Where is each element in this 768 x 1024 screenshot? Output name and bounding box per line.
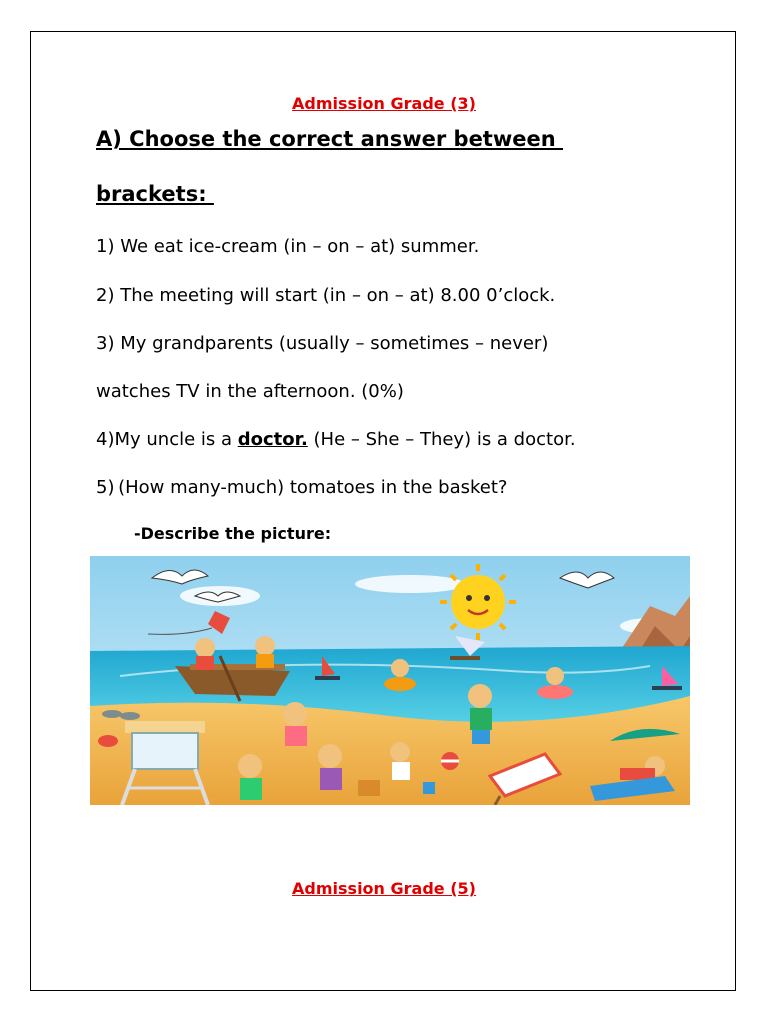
question-3-line-2: watches TV in the afternoon. (0%) xyxy=(96,381,404,402)
page-border xyxy=(30,31,736,991)
question-3-line-1: 3) My grandparents (usually – sometimes – never) xyxy=(96,333,549,354)
sandcastle xyxy=(358,780,380,796)
question-4-prefix: 4)My uncle is a xyxy=(96,429,238,450)
section-heading-line-1: A) Choose the correct answer between xyxy=(96,127,563,151)
section-heading-line-2: brackets: xyxy=(96,182,214,206)
crab-icon xyxy=(98,735,118,747)
question-5: 5) (How many-much) tomatoes in the basket? xyxy=(96,477,508,498)
sun-icon xyxy=(440,564,516,640)
question-2: 2) The meeting will start (in – on – at) 8.00 0’clock. xyxy=(96,285,556,306)
header-admission-grade-5: Admission Grade (5) xyxy=(292,879,476,898)
describe-picture-label: -Describe the picture: xyxy=(134,524,332,543)
question-1: 1) We eat ice-cream (in – on – at) summer. xyxy=(96,236,480,257)
beach-scene-illustration xyxy=(90,556,690,805)
question-4 xyxy=(96,429,576,450)
question-4-emphasis: doctor. xyxy=(237,429,308,450)
bucket-icon xyxy=(423,782,435,794)
question-4-suffix: (He – She – They) is a doctor. xyxy=(307,429,576,450)
header-admission-grade-3: Admission Grade (3) xyxy=(292,94,476,113)
